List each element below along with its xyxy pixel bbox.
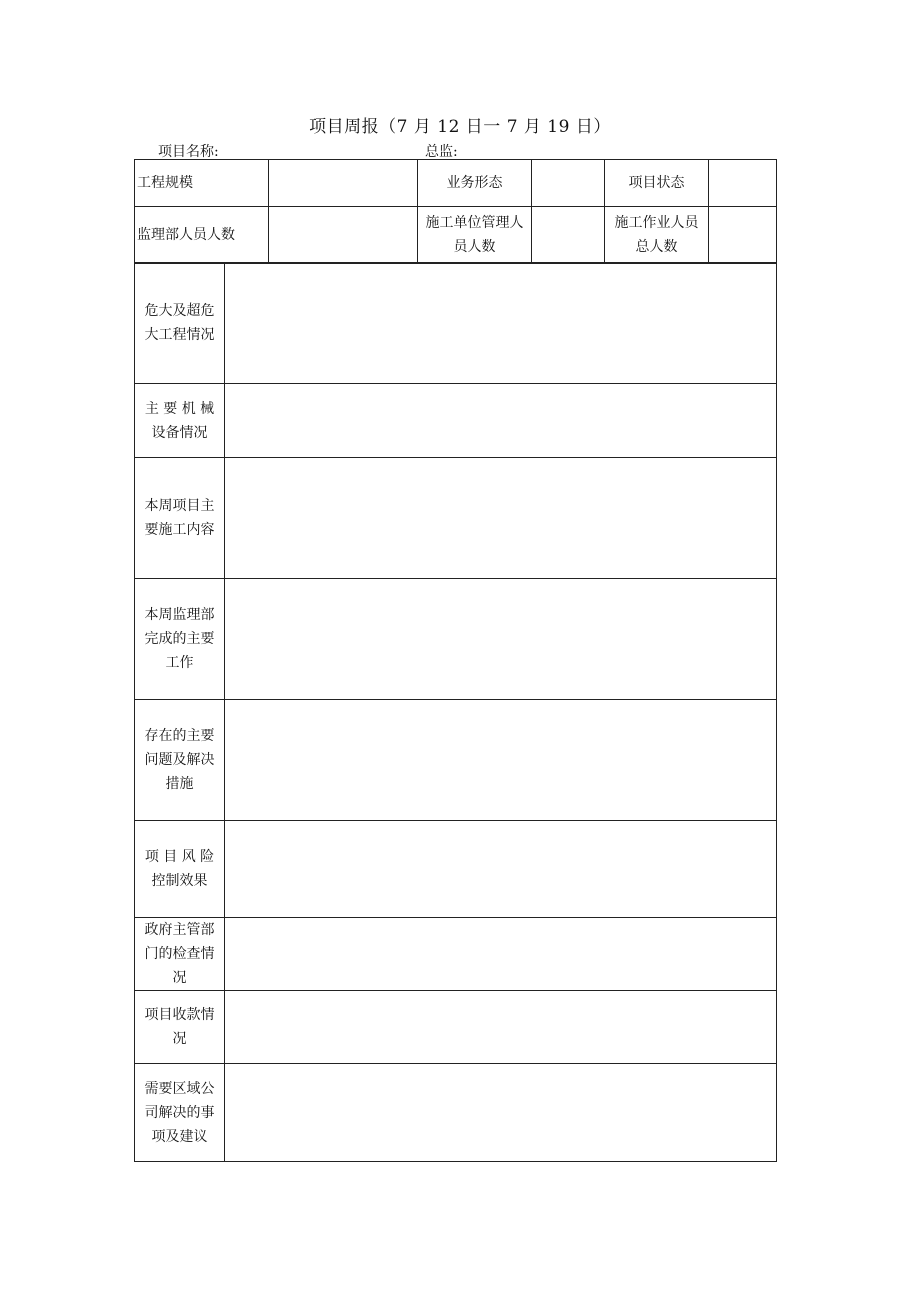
section-label: 存在的主要问题及解决措施 (144, 728, 215, 792)
section-label-cell (135, 384, 225, 458)
section-row (135, 384, 777, 458)
section-label: 危大及超危大工程情况 (144, 303, 215, 343)
section-label-cell (135, 700, 225, 821)
scale-value-cell[interactable] (269, 160, 418, 207)
section-content-cell[interactable] (225, 700, 777, 821)
business-form-label: 业务形态 (418, 160, 532, 207)
section-label: 需要区域公司解决的事项及建议 (144, 1080, 215, 1145)
section-content-cell[interactable] (225, 263, 777, 384)
section-content-cell[interactable] (225, 458, 777, 579)
project-status-label: 项目状态 (605, 160, 709, 207)
section-content-cell[interactable] (225, 579, 777, 700)
section-content-cell[interactable] (225, 918, 777, 991)
section-label-cell (135, 263, 225, 384)
director-label: 总监: (425, 144, 458, 160)
workers-total-value-cell[interactable] (709, 207, 777, 264)
section-content-cell[interactable] (225, 991, 777, 1064)
section-label-cell (135, 458, 225, 579)
section-label: 本周监理部完成的主要工作 (144, 607, 215, 671)
scale-label: 工程规模 (135, 160, 269, 207)
section-row (135, 700, 777, 821)
section-row (135, 579, 777, 700)
section-row (135, 263, 777, 384)
supervision-staff-value-cell[interactable] (269, 207, 418, 264)
section-content-cell[interactable] (225, 821, 777, 918)
section-row (135, 821, 777, 918)
section-label-cell (135, 1064, 225, 1162)
workers-total-label: 施工作业人员总人数 (614, 215, 699, 255)
supervision-staff-label: 监理部人员人数 (135, 207, 269, 264)
section-row (135, 918, 777, 991)
project-name-label: 项目名称: (158, 144, 219, 160)
section-content-cell[interactable] (225, 384, 777, 458)
workers-total-label-cell (605, 207, 709, 264)
contractor-mgmt-value-cell[interactable] (532, 207, 605, 264)
contractor-mgmt-label-cell (418, 207, 532, 264)
section-label-cell (135, 991, 225, 1064)
section-label: 政府主管部门的检查情况 (144, 922, 215, 986)
section-label: 本周项目主要施工内容 (144, 498, 215, 538)
header-row-1 (135, 160, 777, 207)
project-status-value-cell[interactable] (709, 160, 777, 207)
section-row (135, 1064, 777, 1162)
section-row (135, 458, 777, 579)
report-title: 项目周报（7 月 12 日一 7 月 19 日） (309, 117, 611, 137)
section-label-cell (135, 579, 225, 700)
section-label-cell (135, 918, 225, 991)
section-label: 项 目 风 险 控制效果 (144, 849, 215, 889)
report-sections-table (134, 262, 777, 1162)
business-form-value-cell[interactable] (532, 160, 605, 207)
section-row (135, 991, 777, 1064)
section-content-cell[interactable] (225, 1064, 777, 1162)
header-row-2 (135, 207, 777, 264)
section-label: 主 要 机 械 设备情况 (144, 400, 215, 441)
section-label: 项目收款情况 (144, 1007, 215, 1047)
report-header-table (134, 159, 777, 264)
section-label-cell (135, 821, 225, 918)
contractor-mgmt-label: 施工单位管理人员人数 (425, 215, 524, 255)
